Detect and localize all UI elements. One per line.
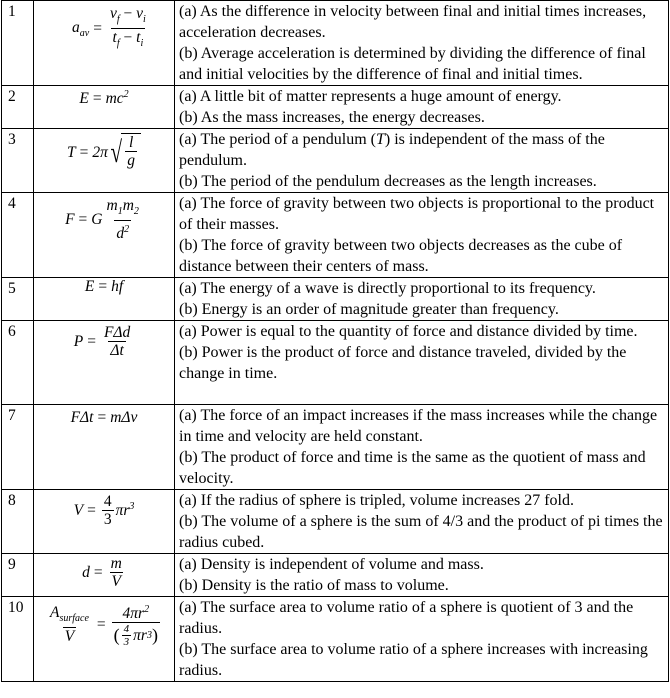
equation-cell xyxy=(34,1,175,86)
statement-a: (a) The force of an impact increases if the mass increases while the change in time and velocity are held constant. xyxy=(179,407,658,445)
equation-gravitation: F = G $\frac{m_1m_2}{d^2}$ xyxy=(65,197,139,243)
equation-sphere-volume: V = $\frac{4}{3}$ $\pi r^3$ xyxy=(73,493,135,528)
table-row xyxy=(2,278,669,321)
statement-a: (a) Power is equal to the quantity of force and distance divided by time. xyxy=(179,323,638,340)
statement-b: (b) The period of the pendulum decreases as the length increases. xyxy=(179,173,597,190)
row-number: 1 xyxy=(2,1,34,86)
equation-surface-to-volume: $\frac{A_{surface}}{V}$ = $4\pi r^2$ ( $\frac{4}{3}$ πr 3 ) xyxy=(50,604,158,649)
equation-wave-energy: E = hf xyxy=(84,278,124,295)
row-number: 7 xyxy=(2,405,34,490)
table-row xyxy=(2,1,669,86)
statement-a: (a) The period of a pendulum (T) is independent of the mass of the pendulum. xyxy=(179,131,605,169)
table-row xyxy=(2,490,669,554)
equation-cell xyxy=(34,597,175,682)
equation-cell xyxy=(34,129,175,193)
statement-b: (b) The volume of a sphere is the sum of 4/3 and the product of pi times the radius cubed. xyxy=(179,513,663,551)
statement-b: (b) Density is the ratio of mass to volume. xyxy=(179,577,449,594)
table-row xyxy=(2,321,669,405)
equation-pendulum-period: T = 2π √ $\frac{l}{g}$ xyxy=(34,133,174,173)
row-number: 2 xyxy=(2,86,34,129)
statement-a: (a) As the difference in velocity between final and initial times increases, acceleration decreases. xyxy=(179,3,647,41)
equation-average-acceleration: $a_{av}$ = $\frac{v_f - v_i}{t_f - t_i}$ xyxy=(34,5,174,52)
table-row xyxy=(2,86,669,129)
equation-cell xyxy=(34,278,175,321)
statement-cell xyxy=(175,490,669,554)
statement-a: (a) The force of gravity between two objects is proportional to the product of their masses. xyxy=(179,195,655,233)
statement-a: (a) The surface area to volume ratio of a sphere is quotient of 3 and the radius. xyxy=(179,599,634,637)
statement-b: (b) As the mass increases, the energy decreases. xyxy=(179,109,485,126)
row-number: 3 xyxy=(2,129,34,193)
statement-cell xyxy=(175,193,669,278)
row-number: 9 xyxy=(2,554,34,597)
statement-cell xyxy=(175,86,669,129)
equation-impulse: FΔt = mΔv xyxy=(70,409,138,426)
table-row xyxy=(2,129,669,193)
table-row xyxy=(2,554,669,597)
equation-cell xyxy=(34,321,175,405)
statement-b: (b) Average acceleration is determined by dividing the difference of final and initial velocities by the difference of final and initial times. xyxy=(179,45,646,83)
table-row xyxy=(2,193,669,278)
statement-cell xyxy=(175,129,669,193)
equation-mass-energy: E = $mc^2$ xyxy=(79,89,129,108)
equation-statements-table xyxy=(1,0,669,682)
statement-a: (a) A little bit of matter represents a huge amount of energy. xyxy=(179,88,562,105)
equation-power: P = $\frac{\text{FΔd}}{\Delta t}$ xyxy=(73,324,131,359)
statement-cell xyxy=(175,405,669,490)
equation-cell xyxy=(34,193,175,278)
statement-cell xyxy=(175,554,669,597)
equation-cell xyxy=(34,554,175,597)
statement-a: (a) The energy of a wave is directly proportional to its frequency. xyxy=(179,280,596,297)
table-row xyxy=(2,597,669,682)
statement-b: (b) The force of gravity between two objects decreases as the cube of distance between their centers of mass. xyxy=(179,237,623,275)
equation-cell xyxy=(34,86,175,129)
equation-cell xyxy=(34,490,175,554)
table-row xyxy=(2,405,669,490)
statement-cell xyxy=(175,278,669,321)
row-number: 5 xyxy=(2,278,34,321)
equation-cell xyxy=(34,405,175,490)
statement-b: (b) The surface area to volume ratio of a sphere increases with increasing radius. xyxy=(179,641,648,679)
row-number: 6 xyxy=(2,321,34,405)
row-number: 8 xyxy=(2,490,34,554)
statement-cell xyxy=(175,1,669,86)
row-number: 4 xyxy=(2,193,34,278)
statement-cell xyxy=(175,597,669,682)
statement-cell xyxy=(175,321,669,405)
equation-density: d = $\frac{m}{V}$ xyxy=(82,555,122,590)
statement-a: (a) If the radius of sphere is tripled, volume increases 27 fold. xyxy=(179,492,574,509)
statement-a: (a) Density is independent of volume and mass. xyxy=(179,556,484,573)
statement-b: (b) Power is the product of force and distance traveled, divided by the change in time. xyxy=(179,344,627,382)
statement-b: (b) The product of force and time is the same as the quotient of mass and velocity. xyxy=(179,449,646,487)
row-number: 10 xyxy=(2,597,34,682)
statement-b: (b) Energy is an order of magnitude greater than frequency. xyxy=(179,301,559,318)
